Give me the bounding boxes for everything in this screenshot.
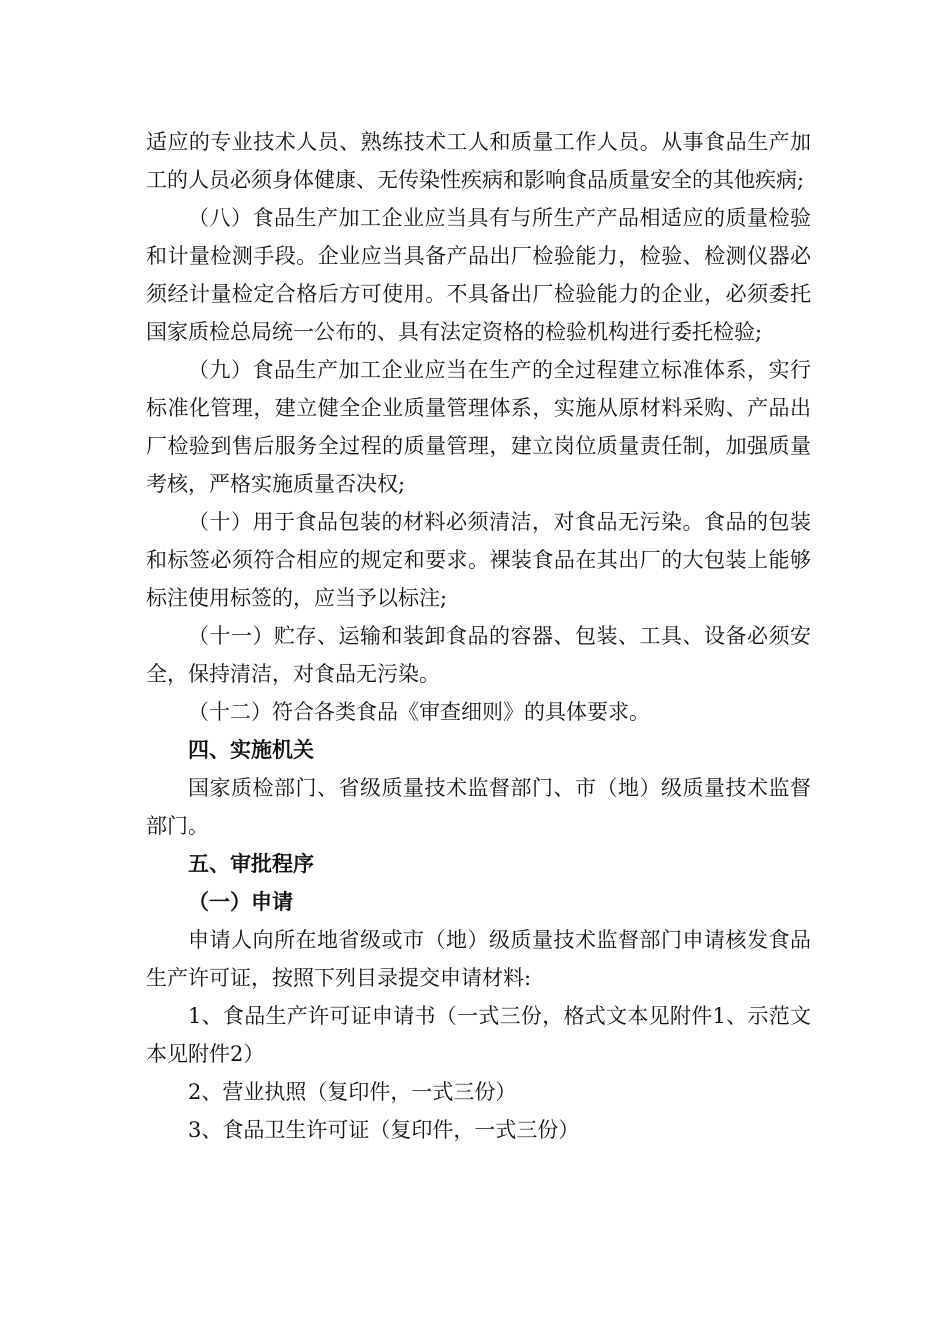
paragraph-application: 申请人向所在地省级或市（地）级质量技术监督部门申请核发食品生产许可证，按照下列目录提交申请材料: (146, 928, 811, 990)
paragraph-item-10: （十）用于食品包装的材料必须清洁，对食品无污染。食品的包装和标签必须符合相应的规定和要求。裸装食品在其出厂的大包装上能够标注使用标签的，应当予以标注; (146, 510, 811, 610)
document-body (146, 123, 811, 1149)
section-heading-implementing-agency: 四、实施机关 (188, 738, 314, 762)
subheading-application: （一）申请 (188, 890, 293, 914)
paragraph-implementing-agency: 国家质检部门、省级质量技术监督部门、市（地）级质量技术监督部门。 (146, 776, 811, 838)
paragraph-continuation: 适应的专业技术人员、熟练技术工人和质量工作人员。从事食品生产加工的人员必须身体健康、无传染性疾病和影响食品质量安全的其他疾病; (146, 130, 811, 192)
paragraph-item-8: （八）食品生产加工企业应当具有与所生产产品相适应的质量检验和计量检测手段。企业应当具备产品出厂检验能力，检验、检测仪器必须经计量检定合格后方可使用。不具备出厂检验能力的企业，必须委托国家质检总局统一公布的、具有法定资格的检验机构进行委托检验; (146, 206, 811, 344)
section-heading-approval-procedure: 五、审批程序 (188, 852, 314, 876)
list-item-hygiene-permit: 3、食品卫生许可证（复印件，一式三份） (188, 1118, 580, 1142)
paragraph-item-11: （十一）贮存、运输和装卸食品的容器、包装、工具、设备必须安全，保持清洁，对食品无污染。 (146, 624, 811, 686)
paragraph-item-12: （十二）符合各类食品《审查细则》的具体要求。 (188, 700, 650, 724)
list-item-business-license: 2、营业执照（复印件，一式三份） (188, 1080, 517, 1104)
paragraph-item-9: （九）食品生产加工企业应当在生产的全过程建立标准体系，实行标准化管理，建立健全企业质量管理体系，实施从原材料采购、产品出厂检验到售后服务全过程的质量管理，建立岗位质量责任制，加强质量考核，严格实施质量否决权; (146, 358, 811, 496)
list-item-application-form: 1、食品生产许可证申请书（一式三份，格式文本见附件1、示范文本见附件2） (146, 1004, 811, 1066)
